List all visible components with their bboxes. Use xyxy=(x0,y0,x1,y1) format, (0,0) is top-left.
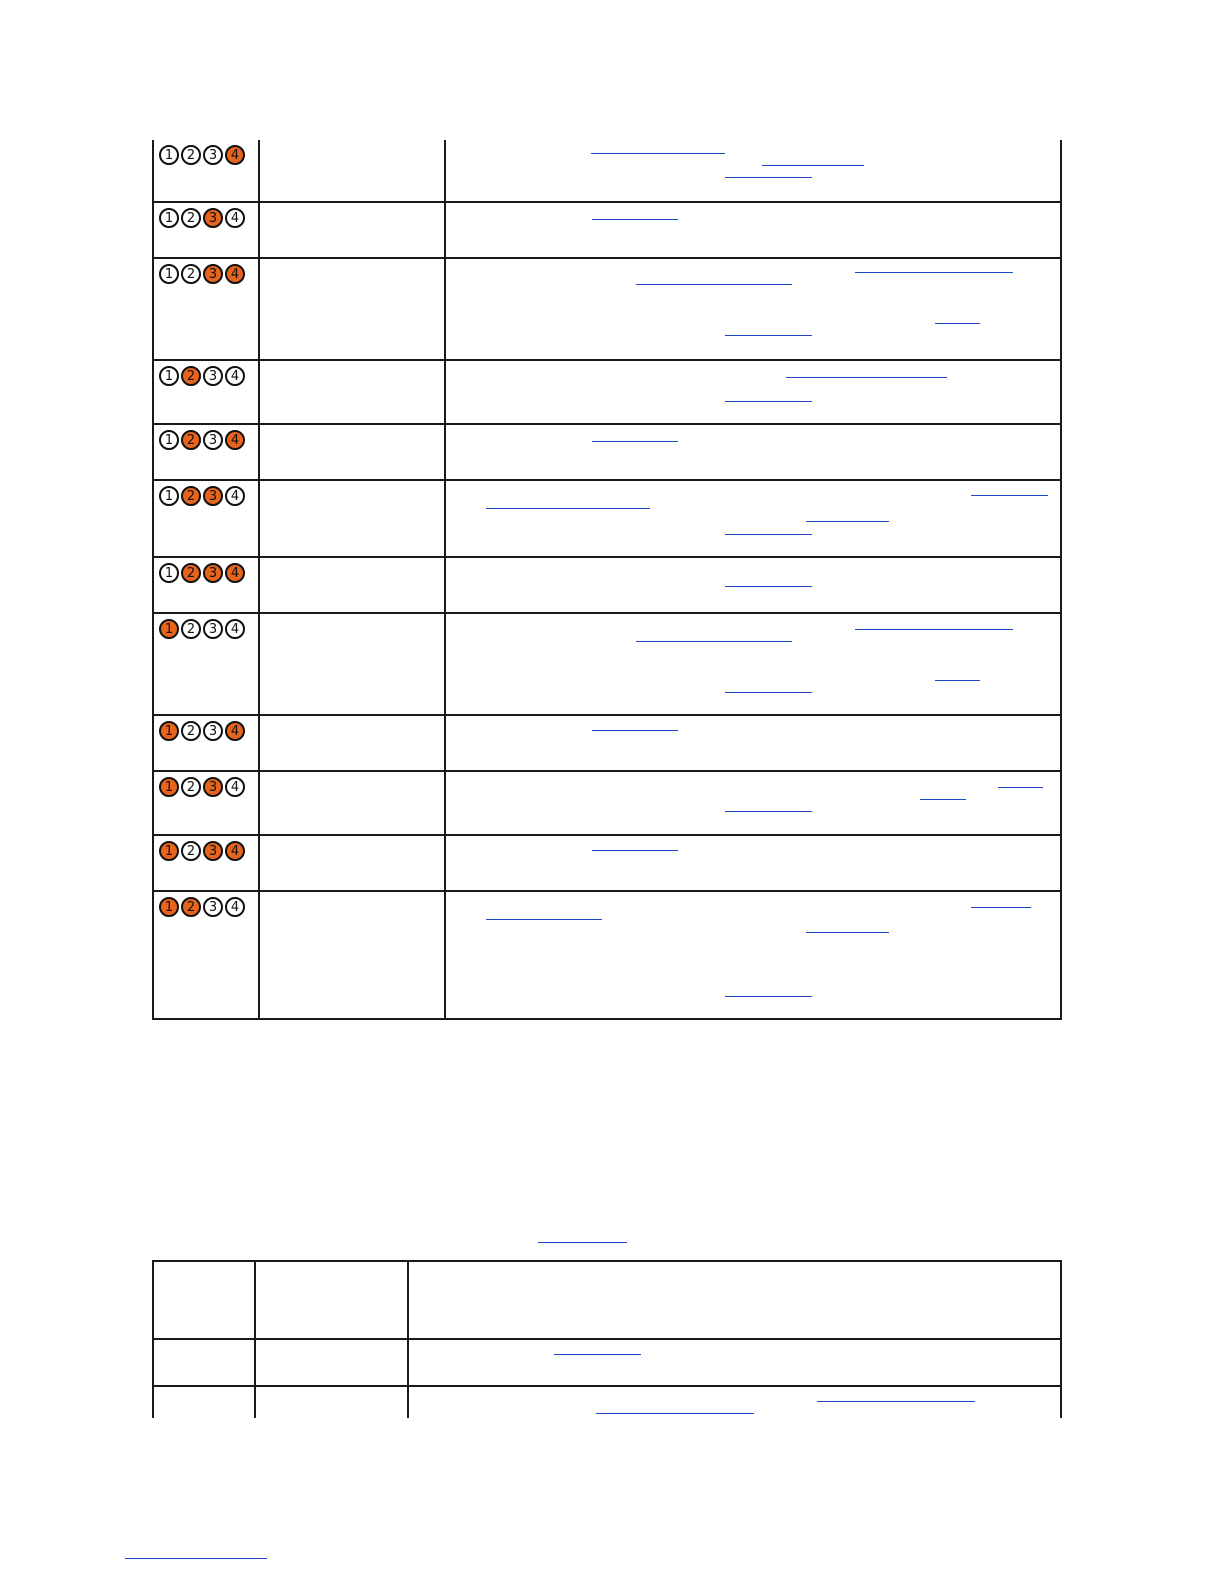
table-cell xyxy=(153,1339,255,1386)
beep-codes-table xyxy=(152,1260,1062,1418)
led-indicator-icon: 2 xyxy=(181,563,201,583)
link[interactable] xyxy=(636,641,792,642)
suggested-resolution-cell xyxy=(445,835,1061,891)
suggested-resolution-cell xyxy=(445,613,1061,715)
link[interactable] xyxy=(538,1242,627,1243)
led-pattern xyxy=(154,892,258,917)
header-cell xyxy=(408,1261,1061,1339)
header-cell xyxy=(153,1261,255,1339)
table-cell xyxy=(153,1386,255,1418)
led-indicator-icon: 2 xyxy=(181,619,201,639)
link[interactable] xyxy=(817,1401,975,1402)
led-indicator-icon: 1 xyxy=(159,366,179,386)
led-indicator-icon: 1 xyxy=(159,145,179,165)
link[interactable] xyxy=(762,165,864,166)
light-pattern-cell xyxy=(153,202,259,258)
led-indicator-icon: 4 xyxy=(225,563,245,583)
link[interactable] xyxy=(806,521,889,522)
suggested-resolution-cell xyxy=(445,424,1061,480)
table-row xyxy=(153,480,1061,557)
problem-description-cell xyxy=(259,771,445,835)
led-indicator-icon: 4 xyxy=(225,721,245,741)
light-pattern-cell xyxy=(153,258,259,360)
led-pattern xyxy=(154,614,258,639)
problem-description-cell xyxy=(259,715,445,771)
light-pattern-cell xyxy=(153,140,259,202)
link[interactable] xyxy=(935,680,980,681)
led-indicator-icon: 4 xyxy=(225,145,245,165)
table-row xyxy=(153,140,1061,202)
led-indicator-icon: 1 xyxy=(159,430,179,450)
link[interactable] xyxy=(786,377,947,378)
table-cell xyxy=(408,1339,1061,1386)
led-pattern xyxy=(154,203,258,228)
led-indicator-icon: 2 xyxy=(181,841,201,861)
led-indicator-icon: 2 xyxy=(181,486,201,506)
led-indicator-icon: 3 xyxy=(203,563,223,583)
led-pattern xyxy=(154,716,258,741)
link[interactable] xyxy=(125,1558,267,1559)
led-indicator-icon: 1 xyxy=(159,841,179,861)
table-row xyxy=(153,258,1061,360)
table-row xyxy=(153,1339,1061,1386)
led-pattern xyxy=(154,836,258,861)
link[interactable] xyxy=(596,1413,754,1414)
link[interactable] xyxy=(486,919,602,920)
led-indicator-icon: 2 xyxy=(181,366,201,386)
problem-description-cell xyxy=(259,424,445,480)
led-indicator-icon: 3 xyxy=(203,619,223,639)
led-indicator-icon: 1 xyxy=(159,264,179,284)
led-pattern xyxy=(154,558,258,583)
led-indicator-icon: 3 xyxy=(203,366,223,386)
link[interactable] xyxy=(725,401,812,402)
led-indicator-icon: 3 xyxy=(203,486,223,506)
link[interactable] xyxy=(855,272,1013,273)
led-indicator-icon: 2 xyxy=(181,208,201,228)
link[interactable] xyxy=(636,284,792,285)
link[interactable] xyxy=(920,799,966,800)
problem-description-cell xyxy=(259,835,445,891)
link[interactable] xyxy=(725,534,812,535)
link[interactable] xyxy=(855,629,1013,630)
link[interactable] xyxy=(806,932,889,933)
table-row xyxy=(153,360,1061,424)
link[interactable] xyxy=(725,811,812,812)
link[interactable] xyxy=(971,907,1031,908)
led-indicator-icon: 4 xyxy=(225,619,245,639)
led-indicator-icon: 3 xyxy=(203,430,223,450)
header-cell xyxy=(255,1261,408,1339)
led-indicator-icon: 4 xyxy=(225,208,245,228)
led-pattern xyxy=(154,259,258,284)
link[interactable] xyxy=(591,153,725,154)
table-row xyxy=(153,202,1061,258)
suggested-resolution-cell xyxy=(445,480,1061,557)
led-pattern xyxy=(154,140,258,165)
link[interactable] xyxy=(725,996,812,997)
led-indicator-icon: 2 xyxy=(181,264,201,284)
suggested-resolution-cell xyxy=(445,360,1061,424)
link[interactable] xyxy=(592,441,678,442)
problem-description-cell xyxy=(259,891,445,1019)
led-indicator-icon: 1 xyxy=(159,721,179,741)
led-indicator-icon: 3 xyxy=(203,208,223,228)
table-row xyxy=(153,835,1061,891)
problem-description-cell xyxy=(259,258,445,360)
led-indicator-icon: 2 xyxy=(181,777,201,797)
led-pattern xyxy=(154,361,258,386)
link[interactable] xyxy=(998,787,1043,788)
problem-description-cell xyxy=(259,557,445,613)
led-indicator-icon: 2 xyxy=(181,145,201,165)
led-indicator-icon: 3 xyxy=(203,145,223,165)
led-indicator-icon: 3 xyxy=(203,841,223,861)
table-cell xyxy=(255,1386,408,1418)
led-indicator-icon: 4 xyxy=(225,264,245,284)
led-indicator-icon: 2 xyxy=(181,430,201,450)
led-indicator-icon: 3 xyxy=(203,897,223,917)
link[interactable] xyxy=(554,1354,641,1355)
suggested-resolution-cell xyxy=(445,715,1061,771)
light-pattern-cell xyxy=(153,480,259,557)
problem-description-cell xyxy=(259,613,445,715)
table-row xyxy=(153,613,1061,715)
light-pattern-cell xyxy=(153,557,259,613)
suggested-resolution-cell xyxy=(445,557,1061,613)
light-pattern-cell xyxy=(153,424,259,480)
suggested-resolution-cell xyxy=(445,891,1061,1019)
problem-description-cell xyxy=(259,360,445,424)
link[interactable] xyxy=(725,335,812,336)
table-row xyxy=(153,424,1061,480)
light-pattern-cell xyxy=(153,715,259,771)
led-indicator-icon: 3 xyxy=(203,721,223,741)
problem-description-cell xyxy=(259,480,445,557)
table-row xyxy=(153,715,1061,771)
link[interactable] xyxy=(935,323,980,324)
link[interactable] xyxy=(971,495,1048,496)
suggested-resolution-cell xyxy=(445,771,1061,835)
led-indicator-icon: 4 xyxy=(225,366,245,386)
suggested-resolution-cell xyxy=(445,140,1061,202)
light-pattern-cell xyxy=(153,891,259,1019)
table-header-row xyxy=(153,1261,1061,1339)
problem-description-cell xyxy=(259,202,445,258)
table-cell xyxy=(255,1339,408,1386)
led-pattern xyxy=(154,481,258,506)
led-indicator-icon: 3 xyxy=(203,777,223,797)
link[interactable] xyxy=(592,730,678,731)
led-indicator-icon: 1 xyxy=(159,619,179,639)
table-row xyxy=(153,771,1061,835)
led-indicator-icon: 1 xyxy=(159,897,179,917)
suggested-resolution-cell xyxy=(445,202,1061,258)
light-pattern-cell xyxy=(153,613,259,715)
light-pattern-cell xyxy=(153,360,259,424)
table-cell xyxy=(408,1386,1061,1418)
table-row xyxy=(153,891,1061,1019)
link[interactable] xyxy=(592,219,678,220)
led-indicator-icon: 4 xyxy=(225,841,245,861)
suggested-resolution-cell xyxy=(445,258,1061,360)
led-indicator-icon: 4 xyxy=(225,777,245,797)
link[interactable] xyxy=(486,508,650,509)
diagnostic-lights-table xyxy=(152,140,1062,1020)
led-indicator-icon: 1 xyxy=(159,777,179,797)
led-indicator-icon: 1 xyxy=(159,208,179,228)
problem-description-cell xyxy=(259,140,445,202)
led-pattern xyxy=(154,772,258,797)
led-indicator-icon: 1 xyxy=(159,486,179,506)
table-row xyxy=(153,557,1061,613)
link[interactable] xyxy=(725,586,812,587)
table-row xyxy=(153,1386,1061,1418)
led-indicator-icon: 1 xyxy=(159,563,179,583)
led-pattern xyxy=(154,425,258,450)
led-indicator-icon: 4 xyxy=(225,430,245,450)
link[interactable] xyxy=(725,692,812,693)
link[interactable] xyxy=(725,177,812,178)
led-indicator-icon: 3 xyxy=(203,264,223,284)
led-indicator-icon: 2 xyxy=(181,721,201,741)
led-indicator-icon: 2 xyxy=(181,897,201,917)
light-pattern-cell xyxy=(153,771,259,835)
link[interactable] xyxy=(592,850,678,851)
led-indicator-icon: 4 xyxy=(225,486,245,506)
light-pattern-cell xyxy=(153,835,259,891)
led-indicator-icon: 4 xyxy=(225,897,245,917)
